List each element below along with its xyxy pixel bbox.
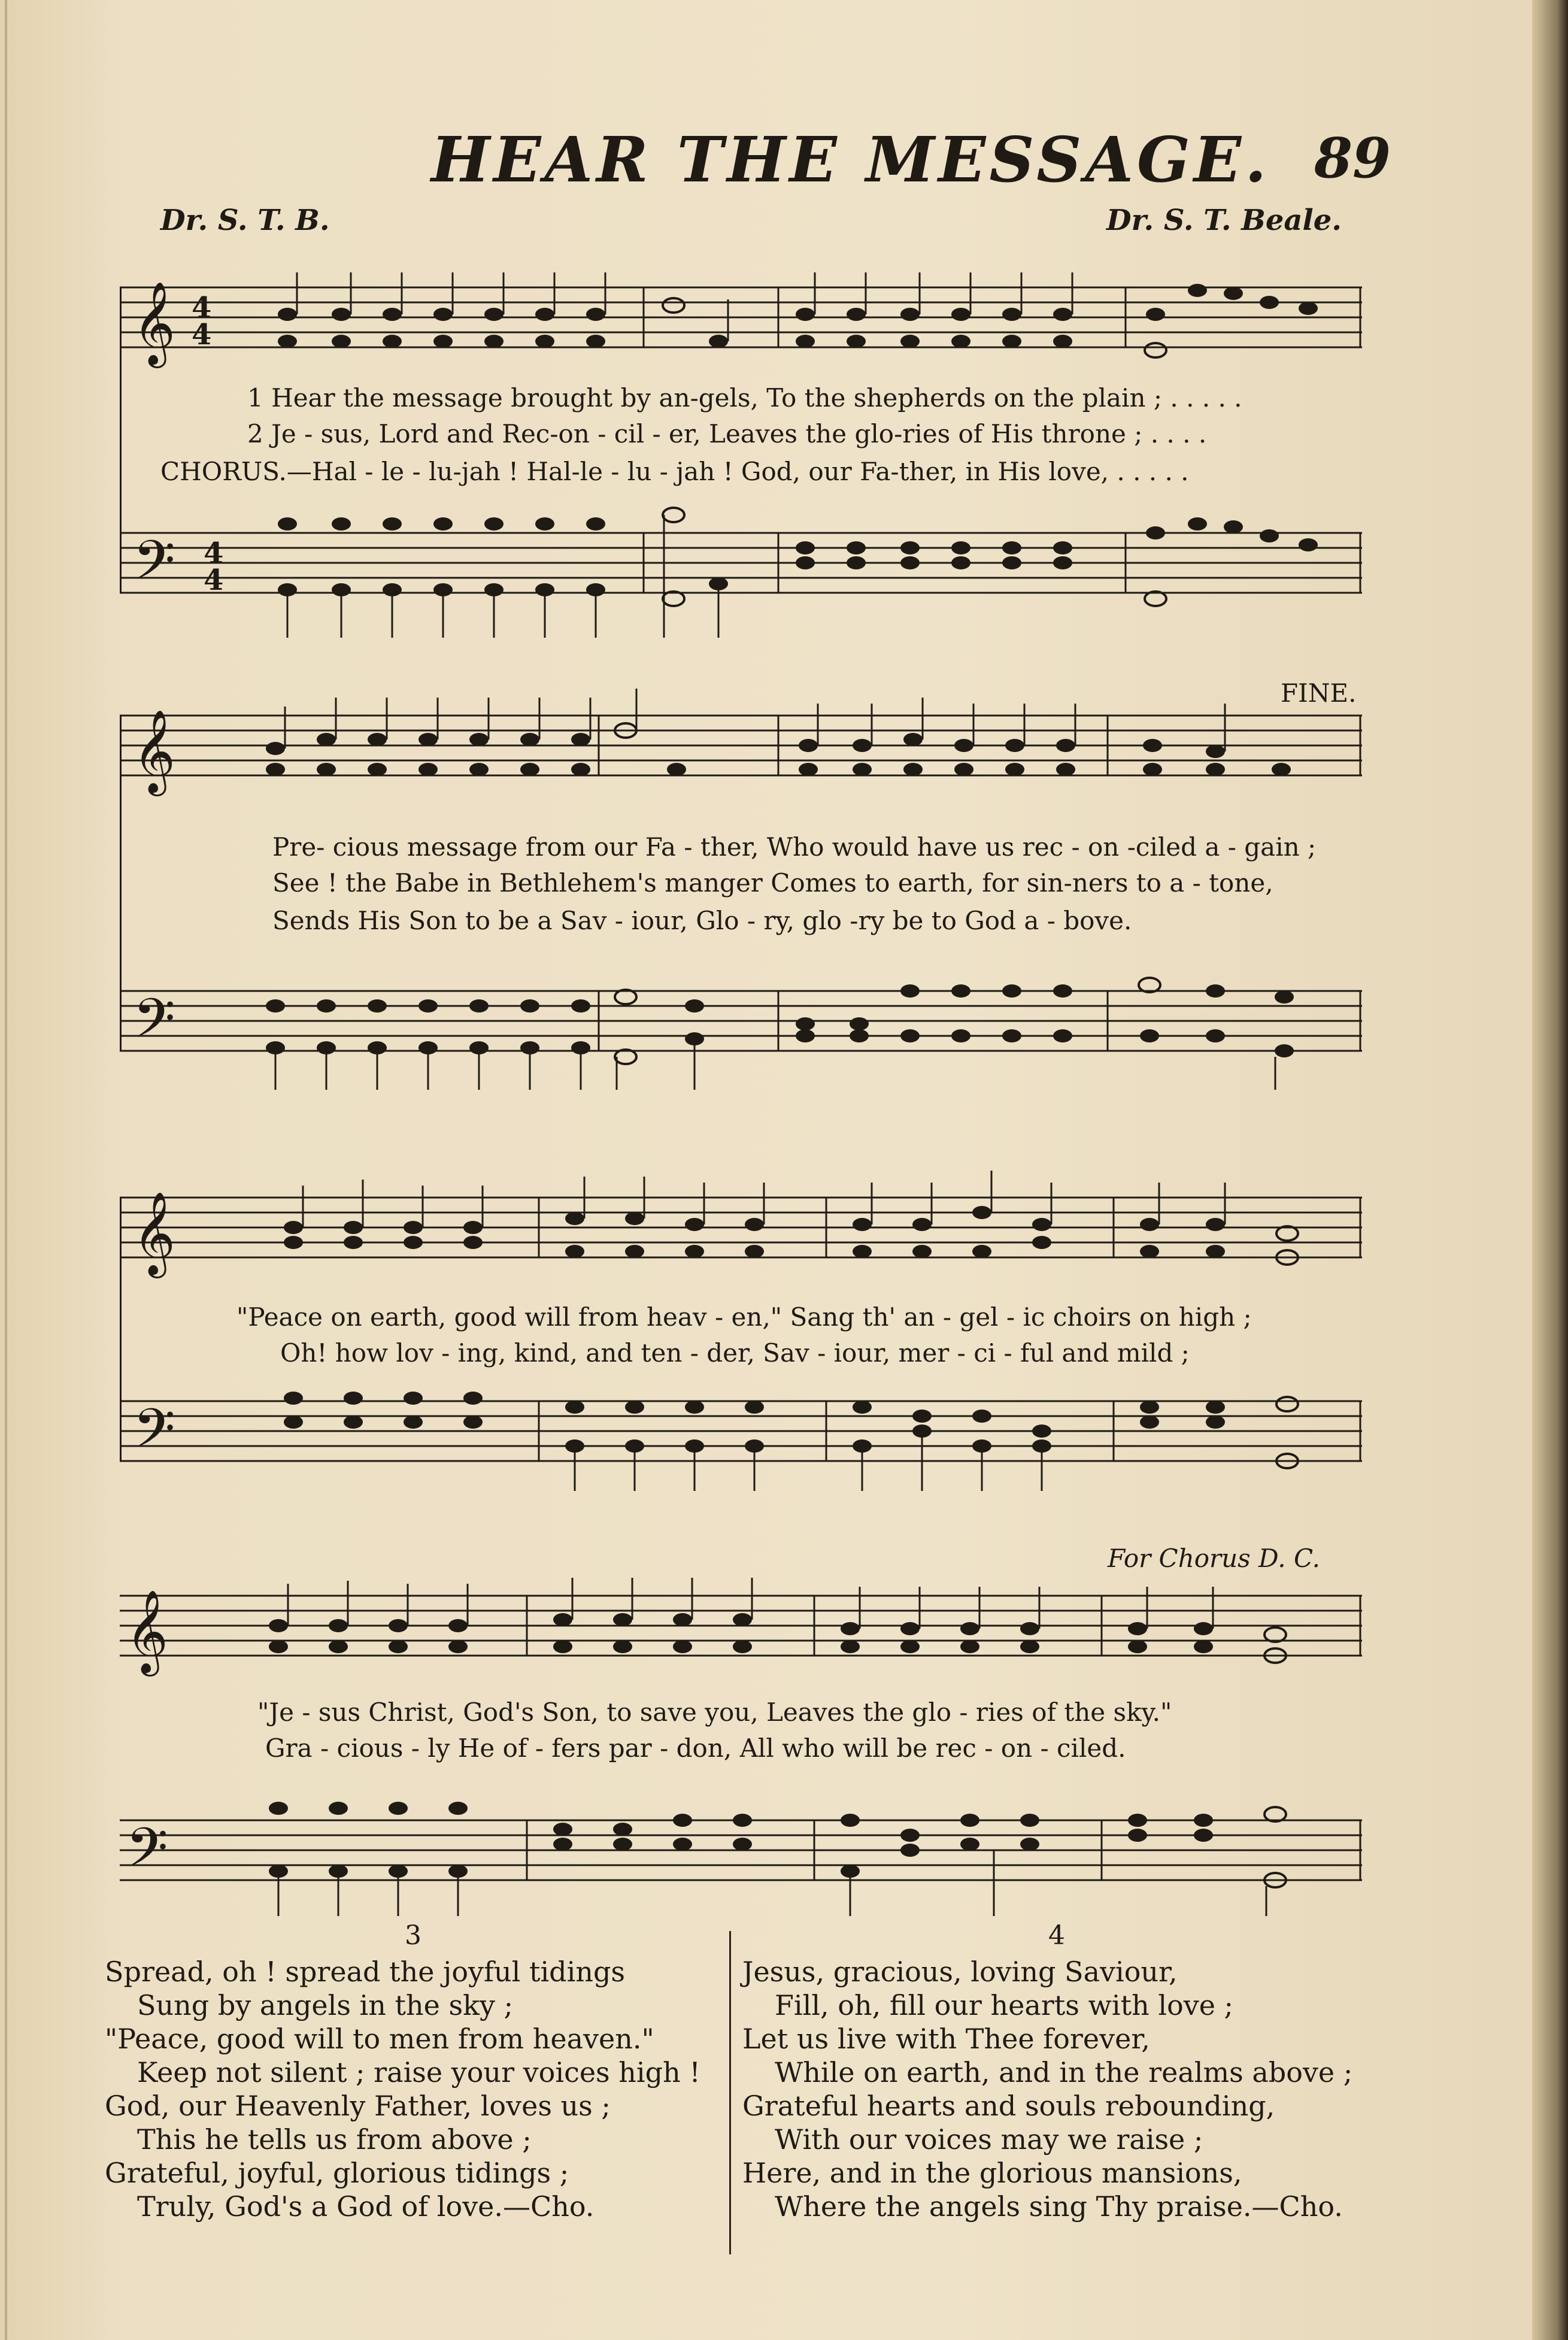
verse-line: While on earth, and in the realms above ; <box>775 2056 1353 2089</box>
verse-line: Keep not silent ; raise your voices high ! <box>137 2056 700 2089</box>
verse-line: Spread, oh ! spread the joyful tidings <box>105 1956 626 1988</box>
verse-line: "Peace, good will to men from heaven." <box>105 2023 654 2055</box>
lyric-line-v1-s3: "Peace on earth, good will from heav - en," Sang th' an - gel - ic choirs on high ; <box>236 1302 1252 1332</box>
lyric-line-v2-s2: See ! the Babe in Bethlehem's manger Comes to earth, for sin-ners to a - tone, <box>272 868 1273 898</box>
score-system-3 <box>120 1150 1362 1521</box>
verse-line: Where the angels sing Thy praise.—Cho. <box>775 2190 1343 2223</box>
svg-text:4: 4 <box>192 318 212 351</box>
page-number: 89 <box>1314 126 1391 190</box>
lyric-line-v2-s4: Gra - cious - ly He of - fers par - don, All who will be rec - on - ciled. <box>265 1733 1126 1763</box>
verse-line: Truly, God's a God of love.—Cho. <box>137 2190 595 2223</box>
verse-line: Grateful, joyful, glorious tidings ; <box>105 2157 569 2189</box>
svg-text:𝄞: 𝄞 <box>133 710 175 793</box>
verse-line: Let us live with Thee forever, <box>742 2023 1150 2055</box>
verse-line: Here, and in the glorious mansions, <box>742 2157 1242 2189</box>
fine-marking: FINE. <box>1281 678 1357 708</box>
composer-credit: Dr. S. T. Beale. <box>1106 204 1342 237</box>
svg-text:𝄞: 𝄞 <box>126 1590 168 1673</box>
verse-4 <box>742 1919 1371 2223</box>
verse-3 <box>105 1919 721 2223</box>
svg-text:4: 4 <box>192 291 212 325</box>
svg-text:𝄢: 𝄢 <box>133 987 175 1063</box>
verse-line: Jesus, gracious, loving Saviour, <box>742 1956 1178 1988</box>
hymn-title: HEAR THE MESSAGE. <box>431 123 1270 196</box>
svg-text:𝄞: 𝄞 <box>133 281 175 365</box>
lyric-line-v2-s1: 2 Je - sus, Lord and Rec-on - cil - er, Leaves the glo-ries of His throne ; . . . . <box>247 419 1207 448</box>
svg-text:𝄢: 𝄢 <box>133 529 175 605</box>
lyric-line-chorus-s2: Sends His Son to be a Sav - iour, Glo - ry, glo -ry be to God a - bove. <box>272 906 1132 935</box>
lyric-line-v1-s1: 1 Hear the message brought by an-gels, To the shepherds on the plain ; . . . . . <box>247 383 1242 413</box>
svg-text:𝄢: 𝄢 <box>126 1816 168 1893</box>
verse-line: Fill, oh, fill our hearts with love ; <box>775 1989 1234 2021</box>
music-system-3 <box>120 1150 1362 1521</box>
lyric-line-chorus-s1: CHORUS.—Hal - le - lu-jah ! Hal-le - lu - jah ! God, our Fa-ther, in His love, . . . . . <box>160 457 1189 486</box>
verse-line: This he tells us from above ; <box>137 2123 532 2156</box>
verse-line: With our voices may we raise ; <box>775 2123 1203 2156</box>
svg-text:4: 4 <box>204 536 224 570</box>
svg-text:4: 4 <box>204 563 224 597</box>
verse-line: God, our Heavenly Father, loves us ; <box>105 2090 611 2122</box>
svg-text:𝄢: 𝄢 <box>133 1397 175 1474</box>
page-edge <box>5 0 7 2340</box>
verse-line: Sung by angels in the sky ; <box>137 1989 514 2021</box>
verse-number: 3 <box>405 1920 421 1951</box>
lyric-line-v2-s3: Oh! how lov - ing, kind, and ten - der, Sav - iour, mer - ci - ful and mild ; <box>280 1338 1190 1368</box>
dc-marking: For Chorus D. C. <box>1108 1544 1320 1573</box>
svg-text:𝄞: 𝄞 <box>133 1192 175 1275</box>
lyricist-credit: Dr. S. T. B. <box>160 204 330 237</box>
book-spine-shadow <box>1532 0 1568 2340</box>
lyric-line-v1-s2: Pre- cious message from our Fa - ther, Who would have us rec - on -ciled a - gain ; <box>272 832 1317 862</box>
verse-divider <box>729 1931 731 2254</box>
lyric-line-v1-s4: "Je - sus Christ, God's Son, to save you, Leaves the glo - ries of the sky." <box>257 1698 1172 1727</box>
verse-number: 4 <box>1048 1920 1065 1951</box>
verse-line: Grateful hearts and souls rebounding, <box>742 2090 1275 2122</box>
